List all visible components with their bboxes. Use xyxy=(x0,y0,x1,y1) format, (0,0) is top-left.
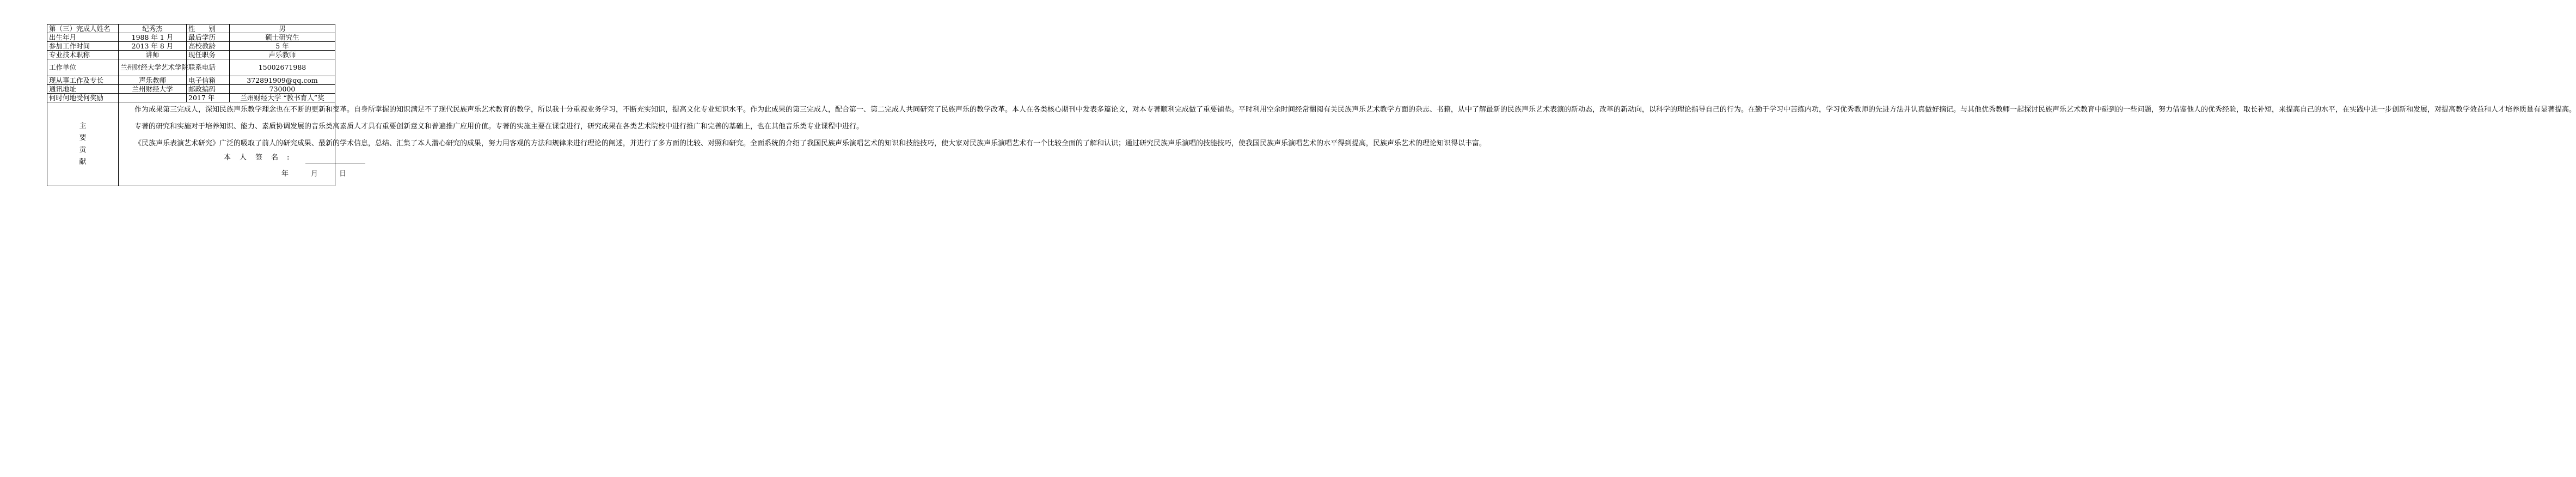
form-row xyxy=(47,42,335,51)
field-label: 工作单位 xyxy=(47,59,119,76)
contribution-paragraph: 作为成果第三完成人，深知民族声乐教学理念也在不断的更新和变革。自身所掌握的知识满足不了现代民族声乐艺术教育的教学，所以我十分重视业务学习，不断充实知识，提高文化专业知识水平。作为此成果的第三完成人，配合第一、第二完成人共同研究了民族声乐的教学改革。本人在各类核心期刊中发表多篇论文，对本专著顺利完成做了重要铺垫。平时利用空余时间经常翻阅有关民族声乐艺术教学方面的杂志、书籍，从中了解最新的民族声乐艺术表演的新动态，改革的新动向，以科学的理论指导自己的行为。在勤于学习中苦练内功，学习优秀教师的先进方法并认真做好摘记。与其他优秀教师一起探讨民族声乐艺术教育中碰到的一些问题，努力借鉴他人的优秀经验，取长补短，来提高自己的水平，在实践中进一步创新和发展，对提高教学效益和人才培养质量有显著提高。 xyxy=(134,106,2576,114)
date-day: 日 xyxy=(339,170,347,178)
contribution-body xyxy=(119,102,2576,186)
field-label: 专业技术职称 xyxy=(47,51,119,59)
field-value: 讲师 xyxy=(119,51,187,59)
form-row xyxy=(47,51,335,59)
field-label: 联系电话 xyxy=(187,59,230,76)
field-label: 通讯地址 xyxy=(47,85,119,94)
field-label: 高校教龄 xyxy=(187,42,230,51)
signature-block xyxy=(120,153,347,186)
field-value: 15002671988 xyxy=(230,59,335,76)
field-value: 730000 xyxy=(230,85,335,94)
field-label: 最后学历 xyxy=(187,33,230,42)
field-value: 硕士研究生 xyxy=(230,33,335,42)
field-value: 纪秀杰 xyxy=(119,25,187,33)
field-label: 2017 年 xyxy=(187,94,230,102)
contribution-paragraph: 《民族声乐表演艺术研究》广泛的吸取了前人的研究成果、最新的学术信息，总结、汇集了本人潜心研究的成果，努力用客观的方法和规律来进行理论的阐述，并进行了多方面的比较、对照和研究。全面系统的介绍了我国民族声乐演唱艺术的知识和技能技巧，使大家对民族声乐演唱艺术有一个比较全面的了解和认识；通过研究民族声乐演唱的技能技巧，使我国民族声乐演唱艺术的水平得到提高，民族声乐艺术的理论知识得以丰富。 xyxy=(134,139,1487,148)
field-label: 邮政编码 xyxy=(187,85,230,94)
field-value: 兰州财经大学艺术学院 xyxy=(119,59,187,76)
label-char: 要 xyxy=(79,133,87,142)
field-value: 2013 年 8 月 xyxy=(119,42,187,51)
form-row xyxy=(47,85,335,94)
field-value: 兰州财经大学 xyxy=(119,85,187,94)
date-year: 年 xyxy=(281,170,289,178)
field-value: 1988 年 1 月 xyxy=(119,33,187,42)
contribution-label xyxy=(47,102,119,186)
field-value: 男 xyxy=(230,25,335,33)
field-label: 参加工作时间 xyxy=(47,42,119,51)
field-label: 出生年月 xyxy=(47,33,119,42)
field-value: 5 年 xyxy=(230,42,335,51)
field-value xyxy=(119,94,187,102)
contribution-row xyxy=(47,102,335,186)
personal-info-form xyxy=(47,24,2576,186)
form-row xyxy=(47,33,335,42)
label-char: 献 xyxy=(79,157,87,166)
form-row xyxy=(47,76,335,85)
field-value: 兰州财经大学 “教书育人”奖 xyxy=(230,94,335,102)
field-label: 第（三）完成人姓名 xyxy=(47,25,119,33)
contribution-paragraph: 专著的研究和实施对于培养知识、能力、素质协调发展的音乐类高素质人才具有重要创新意义和普遍推广应用价值。专著的实施主要在课堂进行，研究成果在各类艺术院校中进行推广和完善的基础上，也在其他音乐类专业课程中进行。 xyxy=(134,123,864,131)
field-label: 电子信箱 xyxy=(187,76,230,85)
field-value: 372891909@qq.com xyxy=(230,76,335,85)
field-label: 性 别 xyxy=(187,25,230,33)
date-month: 月 xyxy=(311,170,318,178)
field-value: 声乐教师 xyxy=(230,51,335,59)
label-char: 主 xyxy=(79,121,87,130)
form-row xyxy=(47,94,335,102)
field-label: 现从事工作及专长 xyxy=(47,76,119,85)
field-label: 何时何地受何奖励 xyxy=(47,94,119,102)
field-value: 声乐教师 xyxy=(119,76,187,85)
form-row xyxy=(47,25,335,33)
signature-label: 本人签名: xyxy=(224,154,298,162)
label-char: 贡 xyxy=(79,145,87,154)
form-row xyxy=(47,59,335,76)
field-label: 现任职务 xyxy=(187,51,230,59)
